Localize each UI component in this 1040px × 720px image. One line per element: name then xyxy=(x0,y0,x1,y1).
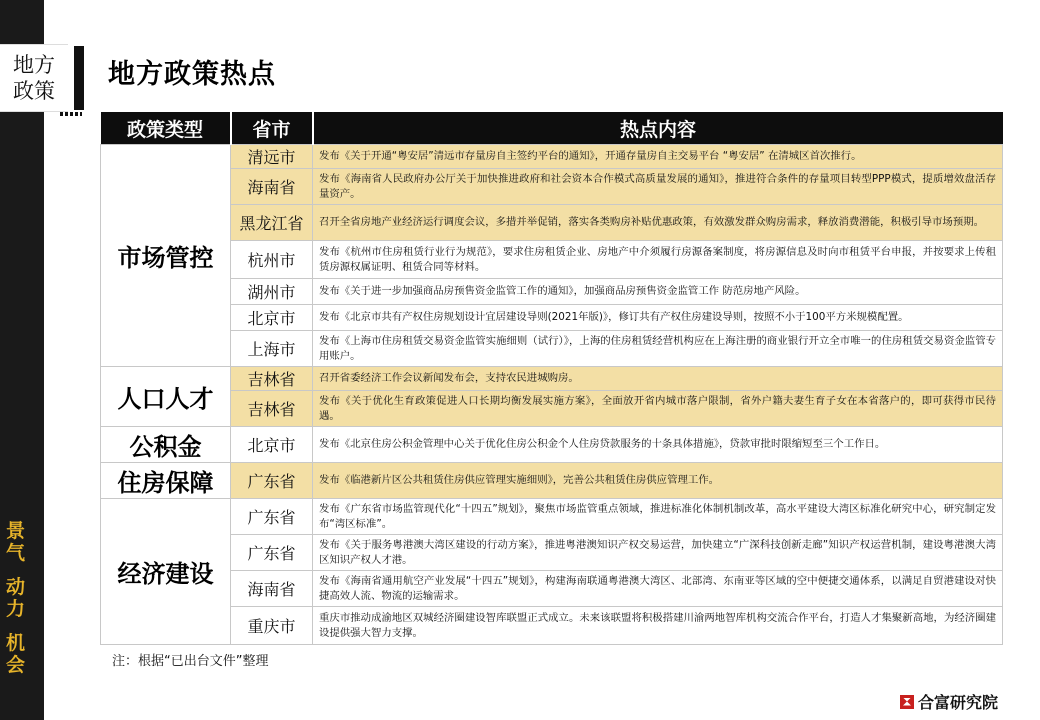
province-cell: 上海市 xyxy=(231,331,313,367)
province-cell: 重庆市 xyxy=(231,607,313,645)
province-cell: 黑龙江省 xyxy=(231,205,313,241)
province-cell: 北京市 xyxy=(231,305,313,331)
section-tag xyxy=(0,44,68,112)
slogan-1: 景气 xyxy=(6,520,26,564)
footnote: 注：根据“已出台文件”整理 xyxy=(112,654,269,669)
province-cell: 北京市 xyxy=(231,427,313,463)
province-cell: 海南省 xyxy=(231,571,313,607)
table-row xyxy=(101,367,1003,391)
brand xyxy=(900,690,998,713)
slogan-2: 动力 xyxy=(6,576,26,620)
table-header-row xyxy=(101,112,1003,145)
content-cell: 发布《海南省通用航空产业发展“十四五”规划》，构建海南联通粤港澳大湾区、北部湾、东南亚等区域的空中便捷交通体系，以满足自贸港建设对快捷高效人流、物流的运输需求。 xyxy=(313,571,1003,607)
table-row xyxy=(101,305,1003,331)
province-cell: 清远市 xyxy=(231,145,313,169)
province-cell: 广东省 xyxy=(231,499,313,535)
province-cell: 广东省 xyxy=(231,463,313,499)
content-cell: 发布《关于优化生育政策促进人口长期均衡发展实施方案》，全面放开省内城市落户限制，省外户籍夫妻生育子女在本省落户的，即可获得市民待遇。 xyxy=(313,391,1003,427)
content-cell: 发布《临港新片区公共租赁住房供应管理实施细则》，完善公共租赁住房供应管理工作。 xyxy=(313,463,1003,499)
content-cell: 召开全省房地产业经济运行调度会议，多措并举促销，落实各类购房补贴优惠政策，有效激发群众购房需求，释放消费潜能，积极引导市场预期。 xyxy=(313,205,1003,241)
content-cell: 发布《关于进一步加强商品房预售资金监管工作的通知》，加强商品房预售资金监管工作 防范房地产风险。 xyxy=(313,279,1003,305)
table-row xyxy=(101,535,1003,571)
header-content: 热点内容 xyxy=(313,112,1003,145)
content-cell: 发布《关于服务粤港澳大湾区建设的行动方案》，推进粤港澳知识产权交易运营，加快建立“广深科技创新走廊”知识产权运营机制，建设粤港澳大湾区知识产权人才港。 xyxy=(313,535,1003,571)
province-cell: 杭州市 xyxy=(231,241,313,279)
page-title: 地方政策热点 xyxy=(108,59,276,90)
content-cell: 发布《北京住房公积金管理中心关于优化住房公积金个人住房贷款服务的十条具体措施》，贷款审批时限缩短至三个工作日。 xyxy=(313,427,1003,463)
decorative-dots xyxy=(60,112,82,116)
content-cell: 发布《北京市共有产权住房规划设计宜居建设导则(2021年版)》，修订共有产权住房建设导则，按照不小于100平方米规模配置。 xyxy=(313,305,1003,331)
policy-category: 住房保障 xyxy=(101,463,231,499)
province-cell: 吉林省 xyxy=(231,391,313,427)
content-cell: 发布《关于开通“粤安居”清远市存量房自主签约平台的通知》，开通存量房自主交易平台 “粤安居” 在清城区首次推行。 xyxy=(313,145,1003,169)
table-row xyxy=(101,145,1003,169)
content-cell: 召开省委经济工作会议新闻发布会，支持农民进城购房。 xyxy=(313,367,1003,391)
province-cell: 湖州市 xyxy=(231,279,313,305)
policy-category: 公积金 xyxy=(101,427,231,463)
table-row xyxy=(101,391,1003,427)
content-cell: 发布《海南省人民政府办公厅关于加快推进政府和社会资本合作模式高质量发展的通知》，推进符合条件的存量项目转型PPP模式，提质增效盘活存量资产。 xyxy=(313,169,1003,205)
content-cell: 发布《杭州市住房租赁行业行为规范》，要求住房租赁企业、房地产中介须履行房源备案制度，将房源信息及时向市租赁平台申报，并按要求上传租赁房源权属证明、租赁合同等材料。 xyxy=(313,241,1003,279)
table-row xyxy=(101,331,1003,367)
policy-category: 经济建设 xyxy=(101,499,231,645)
table-row xyxy=(101,571,1003,607)
slogan-3: 机会 xyxy=(6,632,26,676)
province-cell: 海南省 xyxy=(231,169,313,205)
content-cell: 发布《广东省市场监管现代化“十四五”规划》，聚焦市场监管重点领域，推进标准化体制机制改革，高水平建设大湾区标准化研究中心，研究制定发布“湾区标准”。 xyxy=(313,499,1003,535)
header-province: 省市 xyxy=(231,112,313,145)
header-policy-type: 政策类型 xyxy=(101,112,231,145)
title-accent-bar xyxy=(74,46,84,110)
table-row xyxy=(101,607,1003,645)
table-row xyxy=(101,463,1003,499)
table-row xyxy=(101,169,1003,205)
vertical-slogan xyxy=(6,520,38,688)
policy-category: 市场管控 xyxy=(101,145,231,367)
brand-name: 合富研究院 xyxy=(918,693,999,712)
policy-category: 人口人才 xyxy=(101,367,231,427)
table-body xyxy=(101,145,1003,645)
province-cell: 广东省 xyxy=(231,535,313,571)
section-tag-line-1: 地方 xyxy=(13,53,55,77)
table-row xyxy=(101,427,1003,463)
table-row xyxy=(101,279,1003,305)
section-tag-line-2: 政策 xyxy=(13,79,55,103)
policy-table xyxy=(100,112,1003,645)
table-row xyxy=(101,499,1003,535)
table-row xyxy=(101,241,1003,279)
brand-logo-icon xyxy=(900,695,914,709)
content-cell: 重庆市推动成渝地区双城经济圈建设智库联盟正式成立。未来该联盟将积极搭建川渝两地智库机构交流合作平台，打造人才集聚新高地，为经济圈建设提供强大智力支撑。 xyxy=(313,607,1003,645)
content-cell: 发布《上海市住房租赁交易资金监管实施细则（试行）》，上海的住房租赁经营机构应在上海注册的商业银行开立全市唯一的住房租赁交易资金监管专用账户。 xyxy=(313,331,1003,367)
table-row xyxy=(101,205,1003,241)
province-cell: 吉林省 xyxy=(231,367,313,391)
